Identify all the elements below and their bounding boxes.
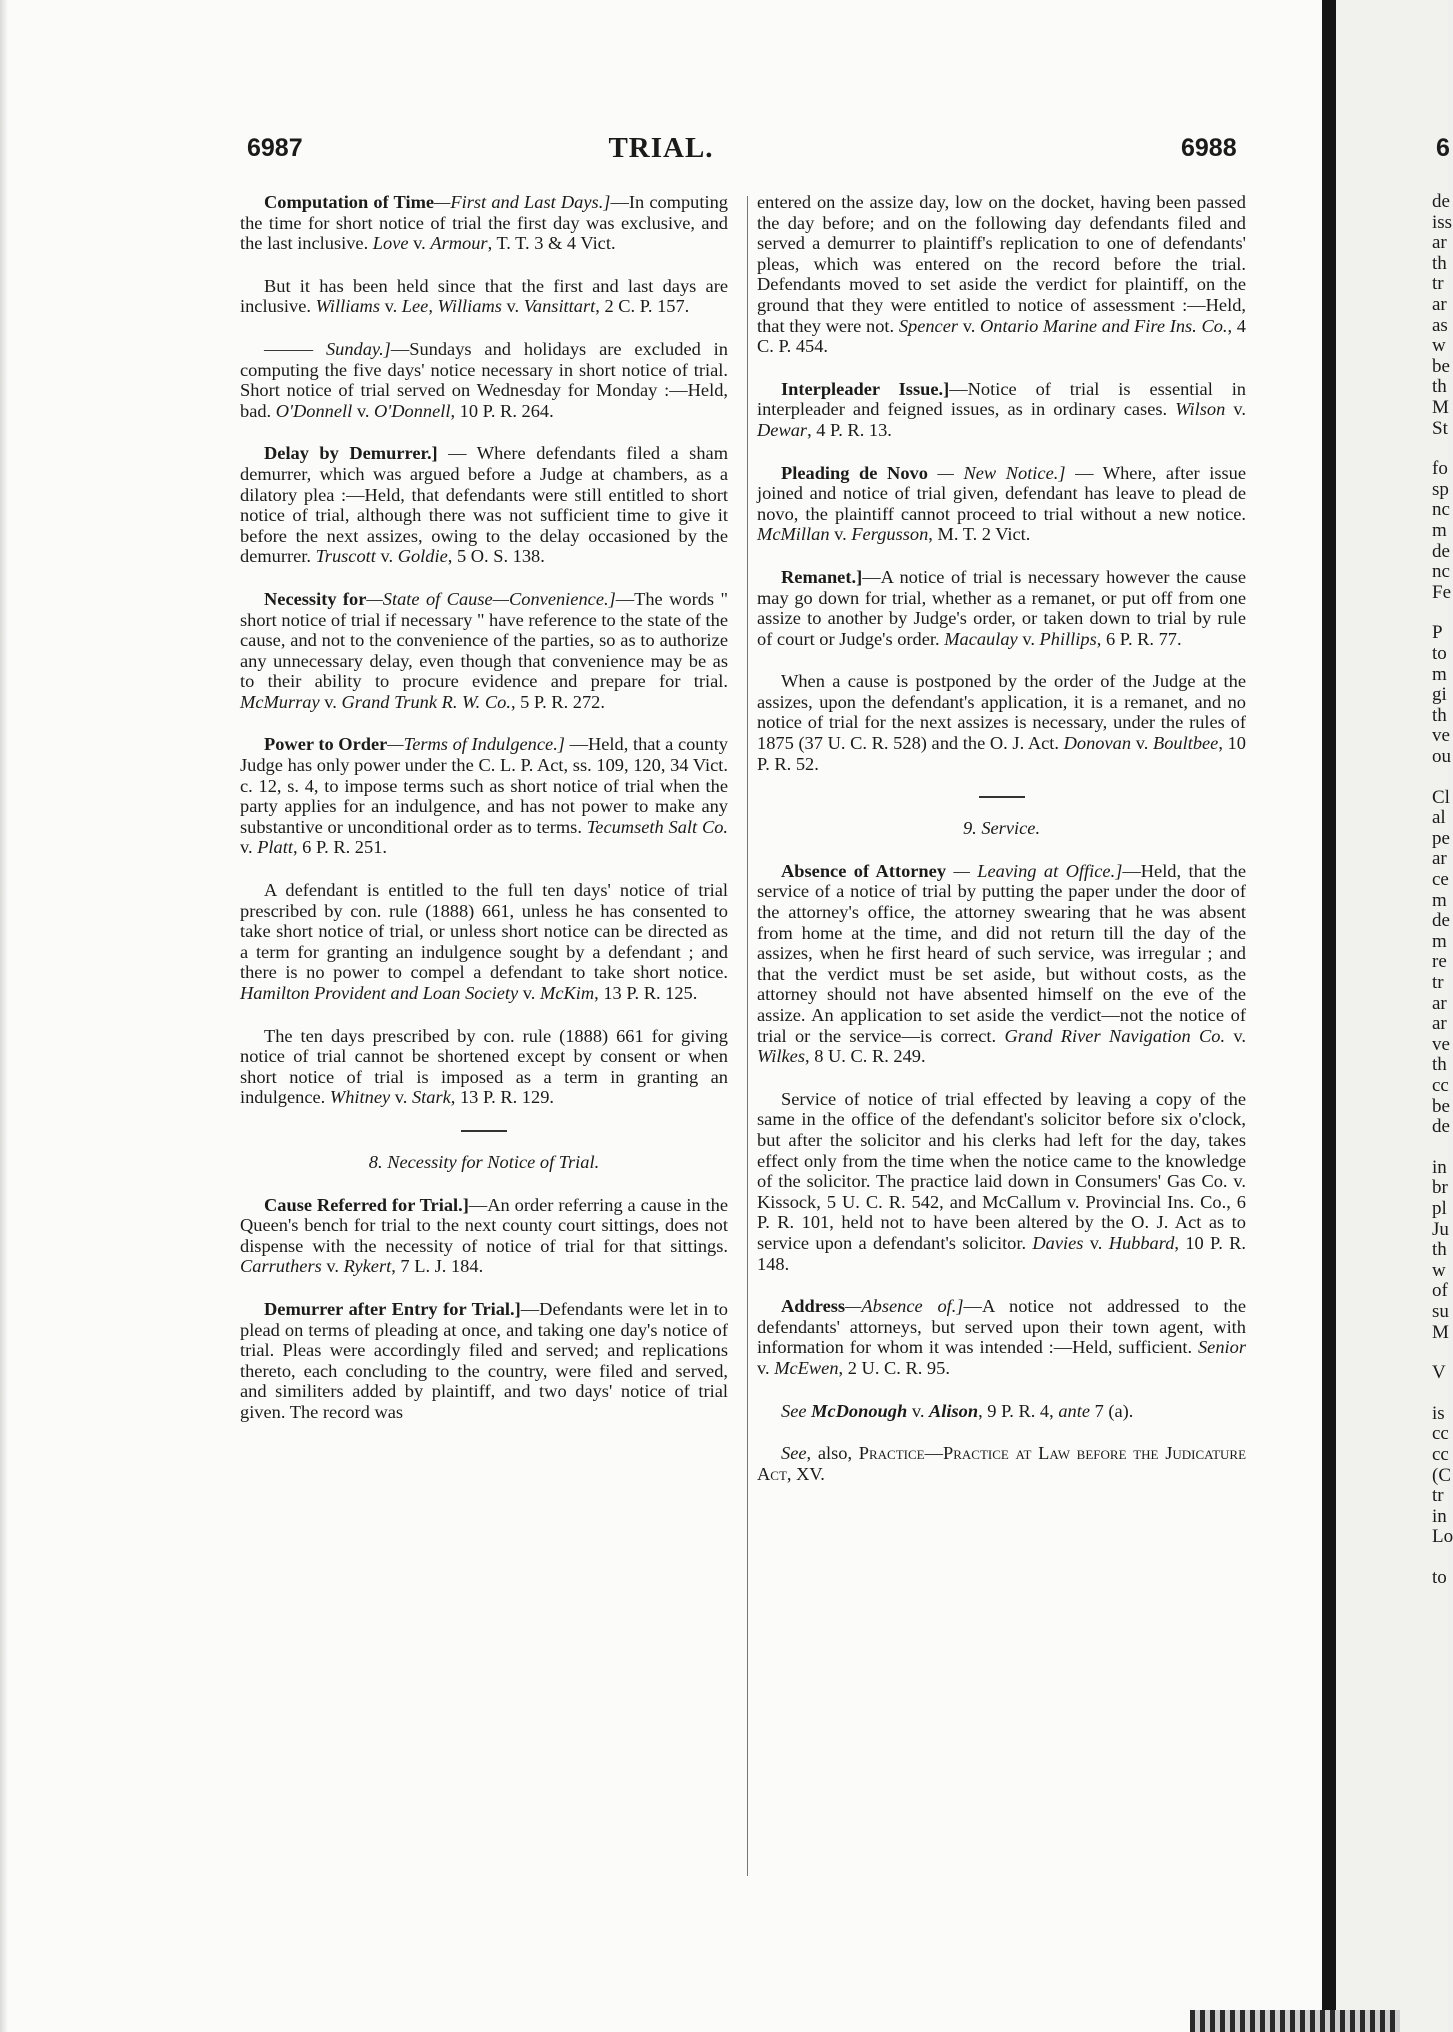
- adjacent-page-fragment: su: [1432, 1301, 1449, 1322]
- case-party: O'Donnell: [374, 400, 451, 421]
- case-party: McMurray: [240, 691, 320, 712]
- adjacent-page-fragment: ce: [1432, 869, 1449, 890]
- see-also-text: , also,: [806, 1443, 859, 1464]
- page-left-edge: [0, 0, 8, 2032]
- adjacent-page-fragment: tr: [1432, 273, 1444, 295]
- adjacent-page-number: 6: [1436, 134, 1450, 162]
- case-citation: , 9 P. R. 4,: [978, 1400, 1059, 1421]
- entry-subheading: —Terms of Indulgence.]: [387, 734, 565, 755]
- entry-text: —Held, that a county Judge has only power under the C. L. P. Act, ss. 109, 120, 34 Vict. c. 12, s. 4, to impose terms such as short notice of trial when the party applies for an indulgence, and has not power to make any substantive or unconditional order as to terms.: [240, 734, 728, 837]
- case-versus: v.: [1083, 1232, 1109, 1253]
- entry-heading: Power to Order: [264, 734, 388, 755]
- entry-heading: Necessity for: [264, 588, 367, 609]
- digest-entry: [240, 339, 728, 421]
- adjacent-page-fragment: m: [1432, 889, 1447, 911]
- digest-entry: [240, 1026, 728, 1108]
- case-citation: , 10 P. R. 264.: [450, 400, 554, 421]
- adjacent-page-fragment: P: [1432, 622, 1443, 644]
- case-citation: , 13 P. R. 125.: [594, 983, 698, 1003]
- adjacent-page-fragment: nc: [1432, 499, 1450, 521]
- adjacent-page-fragment: cc: [1432, 1075, 1449, 1096]
- case-citation: , 13 P. R. 129.: [450, 1087, 554, 1108]
- case-citation: , 10 P. R. 52.: [757, 733, 1247, 774]
- digest-entry: [757, 1401, 1246, 1422]
- entry-text: entered on the assize day, low on the docket, having been passed the day before; and on the following day defendants filed and served a demurrer to plaintiff's replication to one of defendants' pleas, which was entered on the record before the trial. Defendants moved to set aside the verdict for plaintiff, on the ground that they were entitled to notice of assessment :—Held, that they were not.: [757, 192, 1246, 336]
- page-number-right: 6988: [1181, 134, 1237, 162]
- case-party: McEwen: [774, 1357, 839, 1378]
- section-heading: 9. Service.: [962, 818, 1041, 839]
- digest-entry: [240, 443, 728, 567]
- entry-text: —An order referring a cause in the Queen's bench for trial to the next county court sittings, does not dispense with the necessity of notice of trial for that sittings.: [240, 1194, 729, 1256]
- entry-heading: Delay by Demurrer.]: [264, 443, 438, 464]
- page-edge-texture: [1190, 2010, 1400, 2032]
- case-versus: v.: [1131, 733, 1153, 754]
- case-party: McKim: [540, 983, 595, 1003]
- case-party: McMillan: [757, 524, 830, 545]
- adjacent-page-fragment: ar: [1432, 848, 1447, 870]
- case-citation: , 5 O. S. 138.: [447, 546, 545, 567]
- entry-heading: Remanet.]: [781, 566, 863, 587]
- adjacent-page-fragment: gi: [1432, 684, 1447, 706]
- case-citation: , 5 P. R. 272.: [510, 691, 605, 712]
- adjacent-page-fragment: Fe: [1432, 581, 1451, 603]
- entry-text: —In computing the time for short notice of trial the first day was exclusive, and the last inclusive.: [240, 192, 728, 254]
- adjacent-page-fragment: V: [1432, 1362, 1446, 1384]
- adjacent-page-fragment: M: [1432, 397, 1449, 418]
- adjacent-page-fragment: sp: [1432, 478, 1449, 500]
- case-versus: v.: [1225, 1025, 1247, 1046]
- case-versus: v.: [375, 546, 398, 567]
- case-versus: v.: [319, 691, 342, 712]
- case-versus: v.: [757, 1357, 775, 1378]
- entry-text: — Where, after issue joined and notice of trial given, defendant has leave to plead de novo, the plaintiff cannot proceed to trial without a new notice.: [757, 462, 1246, 524]
- right-column: [757, 192, 1246, 1506]
- entry-subheading: — New Notice.]: [927, 462, 1066, 483]
- adjacent-page-fragment: to: [1432, 1567, 1447, 1588]
- entry-text: —Sundays and holidays are excluded in computing the five days' notice necessary in short notice of trial. Short notice of trial served on Wednesday for Monday :—Held, bad.: [240, 338, 728, 421]
- case-party: Hubbard: [1108, 1232, 1175, 1253]
- case-versus: v.: [958, 315, 981, 336]
- see-reference: See: [781, 1400, 807, 1421]
- case-citation: , T. T. 3 & 4 Vict.: [487, 233, 616, 254]
- case-citation: , 7 L. J. 184.: [391, 1256, 484, 1277]
- entry-heading: Interpleader Issue.]: [781, 378, 950, 399]
- book-gutter: [1322, 0, 1336, 2032]
- case-citation: , M. T. 2 Vict.: [928, 524, 1031, 545]
- entry-text: A defendant is entitled to the full ten days' notice of trial prescribed by con. rule (1888) 661, unless he has consented to take short notice of trial, or unless short notice can be directed as a term for granting an indulgence sought by a defendant ; and there is no power to compel a defendant to take short notice.: [240, 880, 728, 983]
- case-versus: v.: [379, 296, 402, 317]
- case-versus: v.: [240, 837, 258, 858]
- case-versus: v.: [907, 1400, 930, 1421]
- adjacent-page-fragment: Ju: [1432, 1218, 1449, 1240]
- case-party: Ontario Marine and Fire Ins. Co.: [980, 315, 1228, 336]
- digest-entry: [757, 671, 1246, 774]
- entry-text: —A notice of trial is necessary however the cause may go down for trial, whether as a remanet, or put off from one assize to another by Judge's order, or taken down to trial by rule of court or Judge's order.: [757, 566, 1246, 649]
- adjacent-page-fragment: th: [1432, 1054, 1447, 1076]
- adjacent-page-fragment: th: [1432, 376, 1447, 398]
- running-header: [0, 134, 1322, 174]
- case-citation: , 6 P. R. 251.: [292, 837, 387, 858]
- adjacent-page-fragment: m: [1432, 520, 1447, 541]
- case-party: Vansittart: [523, 296, 596, 317]
- case-party: Whitney: [329, 1087, 391, 1108]
- case-citation: , 2 U. C. R. 95.: [838, 1357, 950, 1378]
- adjacent-page-fragment: ve: [1432, 1033, 1450, 1055]
- case-citation: , 10 P. R. 148.: [757, 1232, 1246, 1274]
- case-party: Alison: [929, 1400, 979, 1421]
- adjacent-page-fragment: be: [1432, 1095, 1450, 1117]
- entry-text: — Where defendants filed a sham demurrer, which was argued before a Judge at chambers, as a dilatory plea :—Held, that defendants were still entitled to short notice of trial, although there was not sufficient time to give it before the next assizes, owing to the delay occasioned by the demurrer.: [240, 443, 728, 567]
- adjacent-page-fragment: tr: [1432, 1485, 1444, 1507]
- adjacent-page-fragment: cc: [1432, 1444, 1449, 1465]
- adjacent-page-fragment: of: [1432, 1280, 1448, 1302]
- entry-heading: Pleading de Novo: [781, 462, 928, 483]
- case-citation: , 4 C. P. 454.: [757, 315, 1246, 357]
- case-citation: 7 (a).: [1090, 1400, 1134, 1421]
- case-party: Donovan: [1063, 733, 1132, 754]
- adjacent-page-fragment: is: [1432, 1402, 1445, 1424]
- entry-text: But it has been held since that the first and last days are inclusive.: [240, 275, 728, 317]
- see-reference: See: [781, 1443, 807, 1464]
- adjacent-page-fragment: M: [1432, 1321, 1449, 1343]
- entry-subheading: —State of Cause—Convenience.]: [366, 588, 616, 609]
- section-rule: [979, 796, 1025, 798]
- adjacent-page-fragment: Lo: [1432, 1526, 1453, 1548]
- case-party: O'Donnell: [275, 400, 353, 421]
- entry-subheading: —First and Last Days.]: [434, 192, 611, 212]
- digest-entry: [240, 589, 728, 713]
- case-party: Senior: [1197, 1337, 1246, 1358]
- adjacent-page-fragment: in: [1432, 1156, 1447, 1178]
- entry-heading: Address: [781, 1296, 846, 1317]
- entry-heading: Computation of Time: [264, 192, 435, 212]
- entry-subheading: —Absence of.]: [845, 1296, 964, 1317]
- digest-entry: [757, 1089, 1246, 1274]
- adjacent-page-fragment: br: [1432, 1177, 1448, 1199]
- case-versus: v.: [501, 296, 524, 317]
- adjacent-page-fragment: w: [1432, 335, 1446, 357]
- adjacent-page-fragment: w: [1432, 1259, 1446, 1281]
- adjacent-page-fragment: m: [1432, 663, 1447, 685]
- adjacent-page-fragment: ar: [1432, 992, 1447, 1014]
- entry-text: —A notice not addressed to the defendants' attorneys, but served upon their town agent, with information for whom it was intended :—Held, sufficient.: [757, 1296, 1246, 1358]
- case-party: Platt: [257, 837, 293, 858]
- case-citation: , 8 U. C. R. 249.: [805, 1046, 926, 1067]
- case-versus: v.: [321, 1256, 344, 1277]
- adjacent-page-fragment: as: [1432, 314, 1448, 336]
- entry-text: —Notice of trial is essential in interpleader and feigned issues, as in ordinary cases.: [757, 378, 1247, 420]
- case-party: Boultbee: [1152, 733, 1219, 754]
- case-citation: , 4 P. R. 13.: [807, 419, 892, 440]
- case-versus: v.: [518, 983, 540, 1003]
- entry-heading: Cause Referred for Trial.]: [264, 1194, 469, 1215]
- entry-text: —The words " short notice of trial if necessary " have reference to the state of the cause, and not to the convenience of the parties, so as to authorize any unnecessary delay, even though that convenience may be as to their ability to procure evidence and prepare for trial.: [240, 588, 729, 692]
- case-citation: , 2 C. P. 157.: [595, 296, 690, 317]
- entry-subheading: — Leaving at Office.]: [946, 860, 1123, 881]
- digest-entry: [240, 1299, 728, 1423]
- cross-reference: Practice—Practice at Law before the Judicature Act, XV.: [757, 1443, 1247, 1484]
- case-party: Grand Trunk R. W. Co.: [341, 691, 511, 712]
- adjacent-page-fragment: in: [1432, 1505, 1447, 1527]
- adjacent-page-fragment: re: [1432, 951, 1447, 973]
- case-party: Spencer: [898, 315, 959, 336]
- case-party: Tecumseth Salt Co.: [586, 816, 728, 837]
- case-party: Lee, Williams: [401, 296, 502, 317]
- adjacent-page-fragment: St: [1432, 417, 1448, 439]
- case-party: Wilkes: [757, 1046, 806, 1067]
- adjacent-page-fragment: al: [1432, 807, 1446, 829]
- digest-entry: [240, 734, 728, 858]
- digest-entry: [757, 379, 1246, 441]
- entry-heading: Absence of Attorney: [781, 860, 947, 881]
- left-column: [240, 192, 728, 1445]
- case-versus: v.: [829, 524, 852, 545]
- case-versus: v.: [1017, 628, 1040, 649]
- case-party: Macaulay: [944, 628, 1018, 649]
- case-party: Stark: [411, 1087, 451, 1108]
- column-divider: [747, 196, 748, 1876]
- adjacent-page-fragment: cc: [1432, 1423, 1449, 1445]
- adjacent-page-fragment: ve: [1432, 725, 1450, 747]
- digest-entry: [757, 192, 1246, 357]
- entry-text: The ten days prescribed by con. rule (1888) 661 for giving notice of trial cannot be shortened except by consent or when short notice of trial is imposed as a term in granting an indulgence.: [240, 1025, 728, 1108]
- digest-entry: [757, 1443, 1246, 1484]
- adjacent-page-fragment: Cl: [1432, 786, 1450, 808]
- adjacent-page-fragment: pl: [1432, 1198, 1447, 1219]
- adjacent-page-fragment: m: [1432, 930, 1447, 952]
- case-citation: , 6 P. R. 77.: [1096, 628, 1182, 649]
- adjacent-page-fragment: ar: [1432, 1013, 1447, 1035]
- adjacent-page-fragment: ar: [1432, 232, 1447, 254]
- adjacent-page-fragment: (C: [1432, 1464, 1451, 1486]
- adjacent-page-fragment: ar: [1432, 294, 1447, 315]
- case-party: Dewar: [757, 419, 808, 440]
- entry-heading: Demurrer after Entry for Trial.]: [264, 1298, 521, 1319]
- case-versus: v.: [390, 1087, 412, 1108]
- adjacent-page-edge: [1336, 0, 1453, 2032]
- case-party: Grand River Navigation Co.: [1004, 1025, 1226, 1046]
- case-party: Truscott: [315, 546, 376, 567]
- case-party: Love: [372, 233, 409, 254]
- case-party: Fergusson: [851, 524, 929, 545]
- case-party: Davies: [1032, 1232, 1084, 1253]
- adjacent-page-fragment: to: [1432, 643, 1447, 664]
- entry-text: —Defendants were let in to plead on terms of pleading at once, and taking one day's notice of trial. Pleas were accordingly filed and served; and replications thereto, each concluding to the country, were filed and served, and similiters added by plaintiff, and two days' notice of trial given. The record was: [240, 1298, 728, 1422]
- adjacent-page-fragment: pe: [1432, 827, 1450, 849]
- case-party: Williams: [315, 296, 380, 317]
- case-party: Wilson: [1175, 399, 1226, 420]
- ante-reference: ante: [1058, 1400, 1090, 1421]
- adjacent-page-fragment: th: [1432, 252, 1447, 274]
- page-number-left: 6987: [247, 134, 303, 162]
- digest-entry: [757, 1296, 1246, 1378]
- adjacent-page-fragment: be: [1432, 355, 1450, 377]
- digest-entry: [240, 192, 728, 254]
- entry-text: When a cause is postponed by the order of the Judge at the assizes, upon the defendant's application, it is a remanet, and no notice of trial for the next assizes is necessary, under the rules of 1875 (37 U. C. R. 528) and the O. J. Act.: [757, 671, 1246, 754]
- adjacent-page-fragment: tr: [1432, 972, 1444, 993]
- adjacent-page-fragment: th: [1432, 1239, 1447, 1261]
- digest-entry: [240, 1195, 728, 1277]
- case-party: Hamilton Provident and Loan Society: [240, 983, 519, 1003]
- adjacent-page-fragment: de: [1432, 191, 1450, 212]
- case-party: Phillips: [1039, 628, 1097, 649]
- case-versus: v.: [408, 233, 431, 254]
- digest-entry: [757, 567, 1246, 649]
- case-party: Carruthers: [240, 1256, 322, 1277]
- adjacent-page-fragment: iss: [1432, 211, 1453, 233]
- section-heading: 8. Necessity for Notice of Trial.: [368, 1151, 600, 1172]
- entry-text: —Held, that the service of a notice of trial by putting the paper under the door of the attorney's office, the attorney swearing that he was absent from home at the time, and did not return till the day of the assizes, when he first heard of such service, was irregular ; and that the verdict must be set aside, but without costs, as the attorney should not have absented himself on the eve of the assize. An application to set aside the verdict—not the notice of trial or the service—is correct.: [757, 860, 1247, 1046]
- adjacent-page-fragment: nc: [1432, 561, 1450, 583]
- adjacent-page-fragment: de: [1432, 540, 1450, 562]
- case-versus: v.: [352, 400, 375, 421]
- digest-entry: [757, 861, 1246, 1067]
- case-party: Goldie: [397, 546, 448, 567]
- case-versus: v.: [1225, 399, 1246, 420]
- adjacent-page-fragment: de: [1432, 910, 1450, 932]
- page-title: TRIAL.: [608, 132, 714, 164]
- digest-entry: [240, 276, 728, 317]
- entry-subheading: ——— Sunday.]: [264, 338, 391, 359]
- adjacent-page-fragment: de: [1432, 1116, 1450, 1138]
- adjacent-page-fragment: fo: [1432, 458, 1448, 480]
- case-party: Armour: [430, 233, 488, 254]
- section-rule: [461, 1130, 507, 1132]
- adjacent-page-fragment: th: [1432, 704, 1447, 726]
- case-party: McDonough: [811, 1400, 908, 1421]
- digest-entry: [240, 880, 728, 1004]
- digest-entry: [757, 463, 1246, 545]
- case-party: Rykert: [343, 1256, 392, 1277]
- entry-text: Service of notice of trial effected by leaving a copy of the same in the office of the defendant's solicitor before six o'clock, but after the solicitor and his clerks had left for the day, takes effect only from the time when the notice came to the knowledge of the solicitor. The practice laid down in Consumers' Gas Co. v. Kissock, 5 U. C. R. 542, and McCallum v. Provincial Ins. Co., 6 P. R. 101, held not to have been altered by the O. J. Act as to service upon a defendant's solicitor.: [757, 1088, 1246, 1253]
- adjacent-page-fragment: ou: [1432, 746, 1451, 767]
